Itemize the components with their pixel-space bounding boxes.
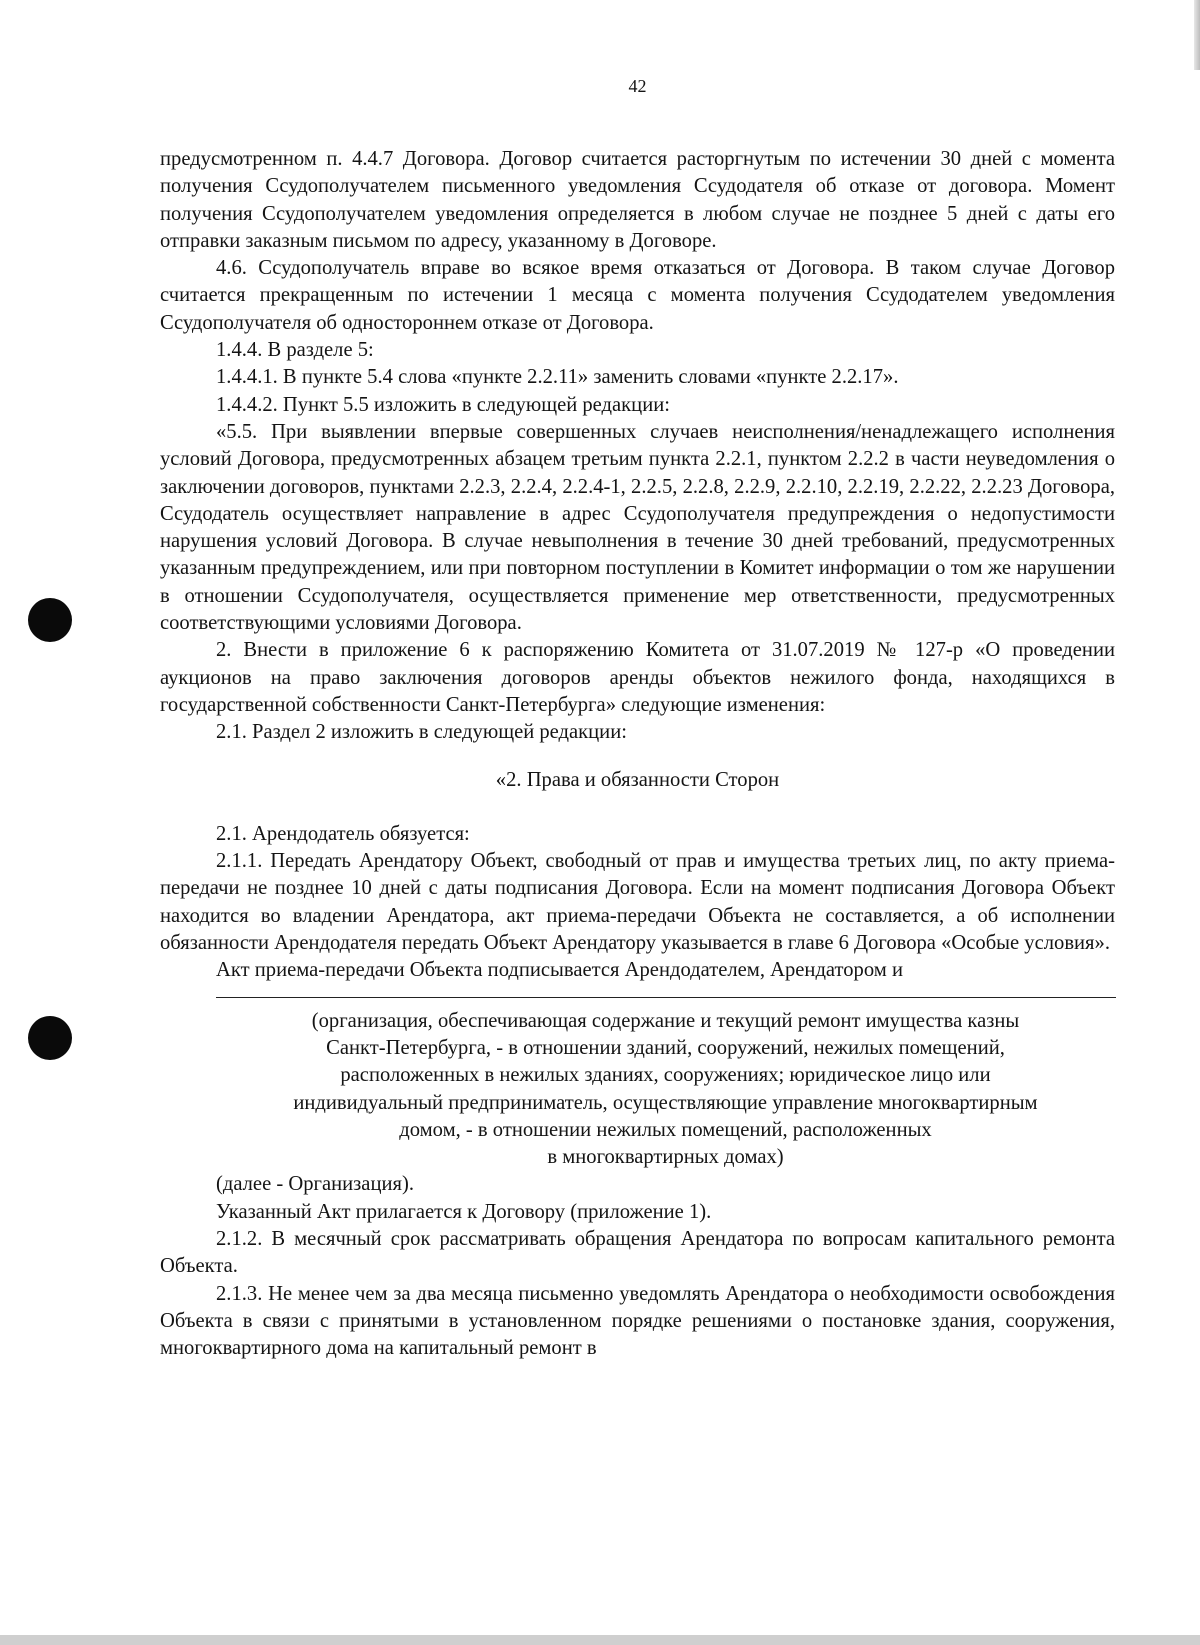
- paragraph: 1.4.4. В разделе 5:: [216, 339, 374, 362]
- paragraph: 1.4.4.2. Пункт 5.5 изложить в следующей редакции:: [216, 393, 670, 416]
- blank-caption: [216, 1008, 1115, 1172]
- punch-hole-icon: [28, 598, 72, 642]
- blank-caption-line: расположенных в нежилых зданиях, сооружениях; юридическое лицо или: [340, 1064, 991, 1087]
- blank-fill-line: [216, 997, 1116, 998]
- paragraph: предусмотренном п. 4.4.7 Договора. Договор считается расторгнутым по истечении 30 дней с момента получения Ссудополучателем письменного уведомления Ссудодателя об отказе от договора. Момент получения Ссудополучателем уведомления определяется в любом случае не позднее 5 дней с даты его отправки заказным письмом по адресу, указанному в Договоре.: [160, 148, 1115, 252]
- scan-edge-bottom: [0, 1635, 1200, 1645]
- document-body: [160, 146, 1115, 1362]
- paragraph: 4.6. Ссудополучатель вправе во всякое время отказаться от Договора. В таком случае Договор считается прекращенным по истечении 1 месяца с момента получения Ссудодателем уведомления Ссудополучателя об одностороннем отказе от Договора.: [160, 257, 1115, 334]
- punch-hole-icon: [28, 1016, 72, 1060]
- blank-caption-line: домом, - в отношении нежилых помещений, расположенных: [399, 1118, 932, 1141]
- paragraph: (далее - Организация).: [216, 1173, 414, 1196]
- blank-caption-line: Санкт-Петербурга, - в отношении зданий, сооружений, нежилых помещений,: [326, 1036, 1005, 1059]
- scan-edge-right: [1194, 0, 1200, 70]
- paragraph: Акт приема-передачи Объекта подписывается Арендодателем, Арендатором и: [216, 959, 903, 982]
- paragraph: 2. Внести в приложение 6 к распоряжению Комитета от 31.07.2019 № 127-р «О проведении аукционов на право заключения договоров аренды объектов нежилого фонда, находящихся в государственной собственности Санкт-Петербурга» следующие изменения:: [160, 639, 1115, 716]
- paragraph: 2.1.3. Не менее чем за два месяца письменно уведомлять Арендатора о необходимости освобождения Объекта в связи с принятыми в установленном порядке решениями о постановке здания, сооружения, многоквартирного дома на капитальный ремонт в: [160, 1282, 1115, 1360]
- page-number: 42: [628, 76, 647, 96]
- paragraph: 2.1. Раздел 2 изложить в следующей редакции:: [216, 721, 627, 744]
- paragraph: 2.1.2. В месячный срок рассматривать обращения Арендатора по вопросам капитального ремонта Объекта.: [160, 1227, 1115, 1278]
- paragraph: Указанный Акт прилагается к Договору (приложение 1).: [216, 1200, 712, 1223]
- section-heading: «2. Права и обязанности Сторон: [495, 768, 780, 791]
- blank-caption-line: индивидуальный предприниматель, осуществляющие управление многоквартирным: [293, 1091, 1038, 1114]
- blank-caption-line: в многоквартирных домах): [547, 1146, 784, 1169]
- blank-caption-line: (организация, обеспечивающая содержание и текущий ремонт имущества казны: [311, 1009, 1020, 1032]
- paragraph: 1.4.4.1. В пункте 5.4 слова «пункте 2.2.11» заменить словами «пункте 2.2.17».: [216, 366, 899, 389]
- paragraph: «5.5. При выявлении впервые совершенных случаев неисполнения/ненадлежащего исполнения условий Договора, предусмотренных абзацем третьим пункта 2.2.1, пунктом 2.2.2 в части неуведомления о заключении договоров, пунктами 2.2.3, 2.2.4, 2.2.4-1, 2.2.5, 2.2.8, 2.2.9, 2.2.10, 2.2.19, 2.2.22, 2.2.23 Договора, Ссудодатель осуществляет направление в адрес Ссудополучателя предупреждения о недопустимости нарушения условий Договора. В случае невыполнения в течение 30 дней требований, предусмотренных указанным предупреждением, или при повторном поступлении в Комитет информации о том же нарушении в отношении Ссудополучателя, осуществляется применение мер ответственности, предусмотренных соответствующими условиями Договора.: [160, 420, 1115, 635]
- paragraph: 2.1.1. Передать Арендатору Объект, свободный от прав и имущества третьих лиц, по акту приема-передачи не позднее 10 дней с даты подписания Договора. Если на момент подписания Договора Объект находится во владении Арендатора, акт приема-передачи Объекта не составляется, а об исполнении обязанности Арендодателя передать Объект Арендатору указывается в главе 6 Договора «Особые условия».: [160, 850, 1115, 955]
- paragraph: 2.1. Арендодатель обязуется:: [216, 822, 470, 845]
